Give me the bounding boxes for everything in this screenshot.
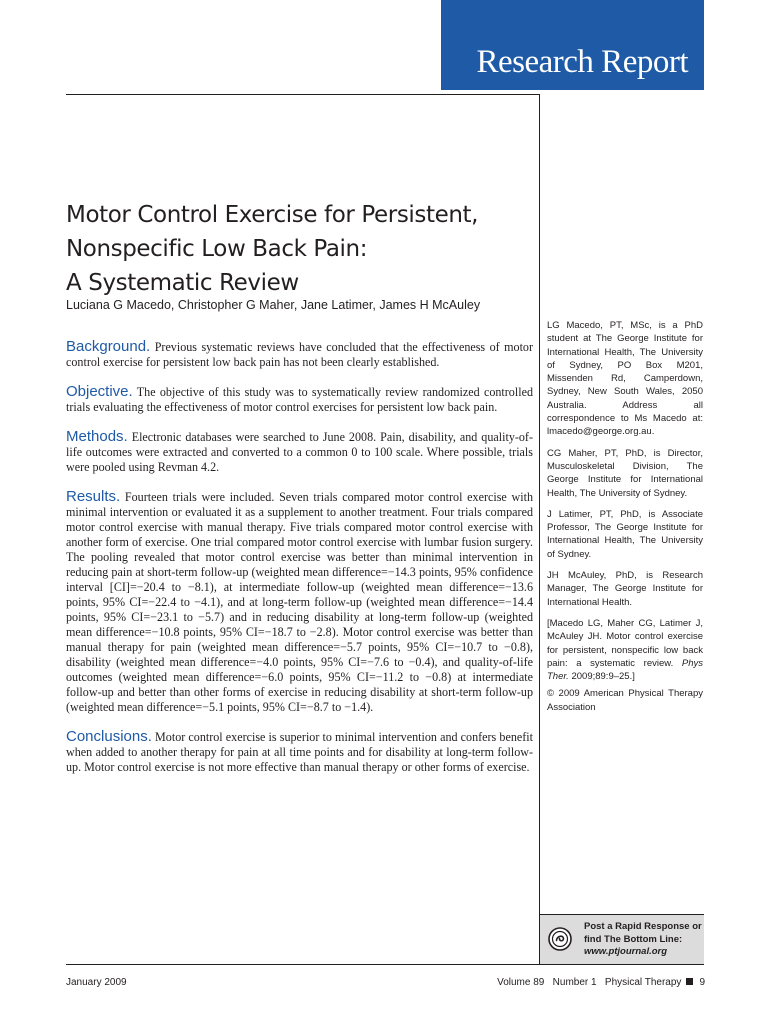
section-heading: Objective.: [66, 383, 133, 400]
issue-date: January 2009: [66, 977, 127, 988]
citation-text: [Macedo LG, Maher CG, Latimer J, McAuley JH. Motor control exercise for persistent, nonspecific low back pain: a systematic review.: [547, 617, 703, 669]
author-list: Luciana G Macedo, Christopher G Maher, Jane Latimer, James H McAuley: [66, 298, 481, 312]
column-divider: [539, 94, 540, 964]
abstract-objective: [66, 384, 533, 415]
abstract-methods: [66, 429, 533, 475]
banner-label: Research Report: [476, 44, 688, 80]
title-line: Motor Control Exercise for Persistent,: [66, 202, 479, 228]
author-sidebar: [547, 319, 703, 722]
section-heading: Results.: [66, 488, 121, 505]
citation-journal: Phys Ther.: [547, 657, 703, 683]
journal-link[interactable]: www.ptjournal.org: [584, 946, 668, 957]
section-heading: Conclusions.: [66, 728, 152, 745]
folio: [497, 977, 705, 988]
response-line-2: find The Bottom Line:: [584, 933, 683, 945]
citation: [547, 617, 703, 683]
abstract: [66, 339, 533, 789]
square-bullet-icon: [686, 978, 693, 985]
section-text: Fourteen trials were included. Seven trials compared motor control exercise with minimal intervention or evaluated it as a supplement to another treatment. Four trials compared motor control exercise with manual therapy. Five trials compared motor control exercise with another form of exercise. One trial compared motor control exercise with lumbar fusion surgery. The pooling revealed that motor control exercise was better than minimal intervention in reducing pain at short-term follow-up (weighted mean difference=−14.3 points, 95% confidence interval [CI]=−20.4 to −8.1), at intermediate follow-up (weighted mean difference=−13.6 points, 95% CI=−22.4 to −4.1), and at long-term follow-up (weighted mean difference=−14.4 points, 95% CI=−23.1 to −5.7) and in reducing disability at long-term follow-up (weighted mean difference=−10.8 points, 95% CI=−18.7 to −2.8). Motor control exercise was better than manual therapy for pain (weighted mean difference=−5.7 points, 95% CI=−10.7 to −0.8), disability (weighted mean difference=−4.0 points, 95% CI=−7.6 to −0.4), and quality-of-life outcomes (weighted mean difference=−6.0 points, 95% CI=−11.2 to −0.8) at intermediate follow-up and better than other forms of exercise in reducing disability at short-term follow-up (weighted mean difference=−5.1 points, 95% CI=−8.7 to −1.4).: [66, 490, 533, 714]
section-text: Previous systematic reviews have concluded that the effectiveness of motor control exercise for persistent low back pain has not been clearly established.: [66, 340, 533, 369]
article-title: [66, 198, 536, 300]
rapid-response-box[interactable]: [540, 915, 704, 964]
research-report-banner: [441, 0, 704, 90]
affiliation-latimer: J Latimer, PT, PhD, is Associate Professor, The George Institute for International Health, The University of Sydney.: [547, 508, 703, 560]
journal-info: Volume 89 Number 1 Physical Therapy: [497, 977, 682, 988]
citation-volume: 2009;89:9–25.]: [568, 671, 635, 683]
page-number: 9: [699, 977, 705, 988]
title-line: A Systematic Review: [66, 270, 299, 296]
section-text: Motor control exercise is superior to minimal intervention and confers benefit when added to another therapy for pain at all time points and for disability at long-term follow-up. Motor control exercise is not more effective than manual therapy or other forms of exercise.: [66, 730, 533, 774]
rapid-response-text: [584, 921, 702, 959]
section-text: Electronic databases were searched to June 2008. Pain, disability, and quality-of-life outcomes were extracted and converted to a common 0 to 100 scale. Where possible, trials were pooled using Revman 4.2.: [66, 430, 533, 474]
response-line-1: Post a Rapid Response or: [584, 921, 702, 932]
affiliation-maher: CG Maher, PT, PhD, is Director, Musculoskeletal Division, The George Institute for International Health, The University of Sydney.: [547, 447, 703, 499]
title-line: Nonspecific Low Back Pain:: [66, 236, 368, 262]
abstract-background: [66, 339, 533, 370]
copyright-notice: © 2009 American Physical Therapy Association: [547, 688, 703, 713]
abstract-results: [66, 489, 533, 715]
section-heading: Methods.: [66, 428, 128, 445]
section-text: The objective of this study was to systematically review randomized controlled trials evaluating the effectiveness of motor control exercises for persistent low back pain.: [66, 385, 533, 414]
affiliation-macedo: LG Macedo, PT, MSc, is a PhD student at The George Institute for International Health, The University of Sydney, PO Box M201, Missenden Rd, Camperdown, Sydney, New South Wales, 2050 Australia. Address all correspondence to Ms Macedo at: lmacedo@george.org.au.: [547, 320, 703, 438]
abstract-conclusions: [66, 729, 533, 775]
header-divider: [66, 94, 539, 95]
section-heading: Background.: [66, 338, 151, 355]
ptj-logo-icon: [548, 927, 572, 951]
affiliation-mcauley: JH McAuley, PhD, is Research Manager, The George Institute for International Health.: [547, 570, 703, 608]
footer-divider: [66, 964, 704, 965]
